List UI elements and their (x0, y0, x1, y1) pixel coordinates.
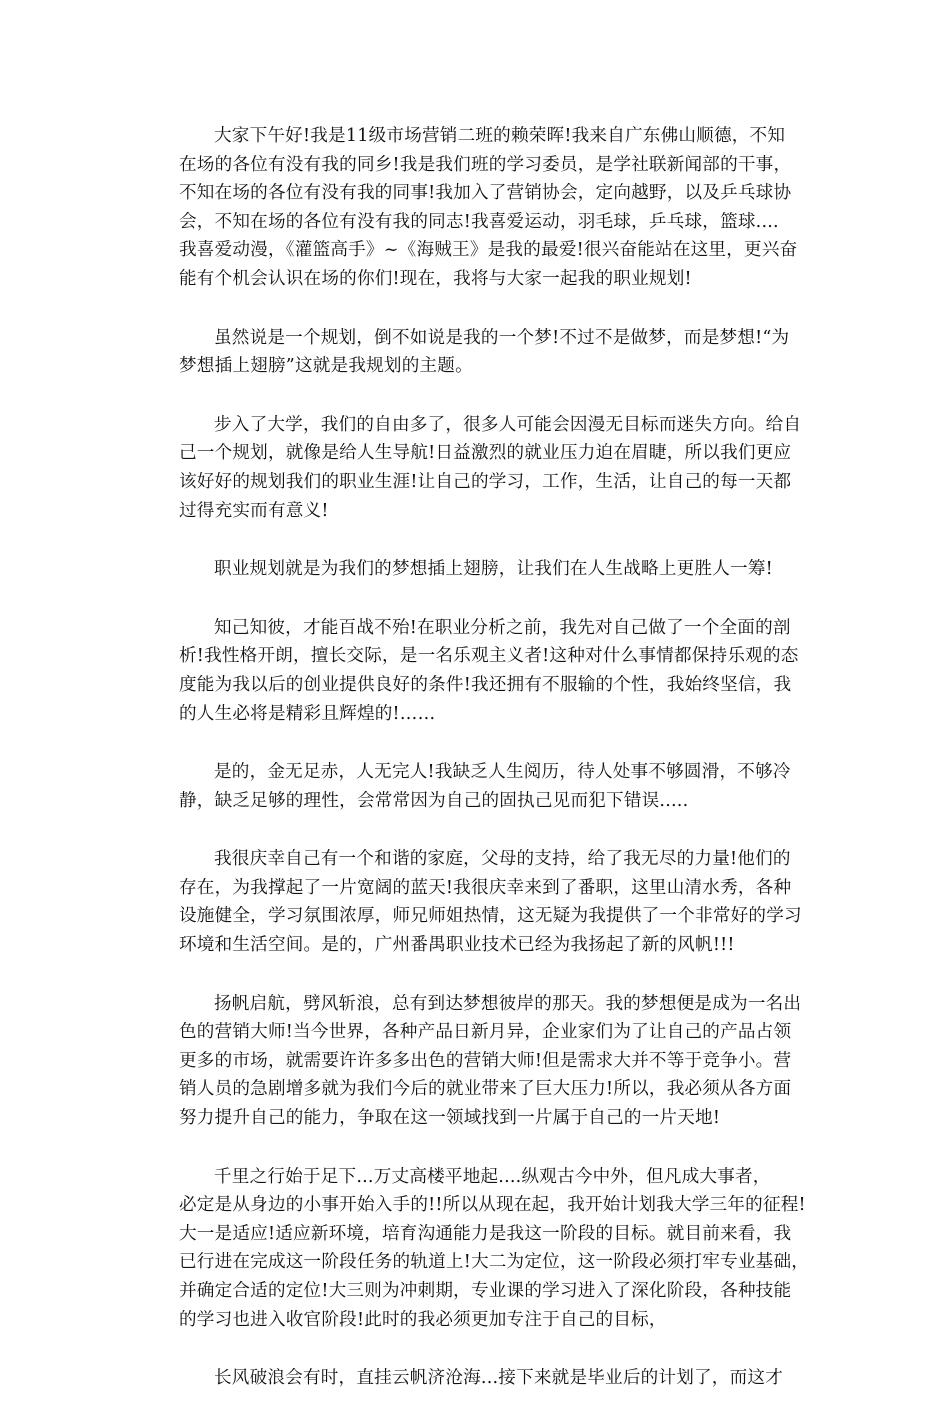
paragraph-line: 职业规划就是为我们的梦想插上翅膀，让我们在人生战略上更胜人一筹! (214, 559, 773, 580)
paragraph-line: 该好好的规划我们的职业生涯!让自己的学习，工作，生活，让自己的每一天都 (179, 471, 792, 492)
paragraph-line: 大家下午好!我是11级市场营销二班的赖荣晖!我来自广东佛山顺德，不知 (214, 126, 786, 146)
paragraph-line: 在场的各位有没有我的同乡!我是我们班的学习委员，是学社联新闻部的干事， (179, 154, 792, 175)
paragraph-line: 的学习也进入收官阶段!此时的我必须更加专注于自己的目标， (179, 1309, 667, 1330)
paragraph-line: 已行进在完成这一阶段任务的轨道上!大二为定位，这一阶段必须打牢专业基础， (179, 1252, 810, 1273)
paragraph-line: 千里之行始于足下...万丈高楼平地起....纵观古今中外，但凡成大事者， (214, 1166, 771, 1187)
paragraph-line: 并确定合适的定位!大三则为冲刺期，专业课的学习进入了深化阶段，各种技能 (179, 1281, 792, 1301)
paragraph-line: 我喜爱动漫，《灌篮高手》~《海贼王》是我的最爱!很兴奋能站在这里，更兴奋 (179, 240, 798, 261)
paragraph-6 (179, 758, 791, 815)
document-body (179, 122, 810, 1423)
paragraph-line: 知己知彼，才能百战不殆!在职业分析之前，我先对自己做了一个全面的剖 (214, 617, 791, 638)
paragraph-line: 己一个规划，就像是给人生导航!日益激烈的就业压力迫在眉睫，所以我们更应 (179, 443, 792, 464)
paragraph-7 (179, 845, 802, 959)
paragraph-line: 步入了大学，我们的自由多了，很多人可能会因漫无目标而迷失方向。给自 (214, 414, 802, 435)
paragraph-3 (179, 411, 802, 525)
paragraph-4 (179, 555, 783, 584)
paragraph-line: 必定是从身边的小事开始入手的!!所以从现在起，我开始计划我大学三年的征程! (179, 1195, 806, 1216)
paragraph-2 (179, 324, 790, 381)
paragraph-line: 我很庆幸自己有一个和谐的家庭，父母的支持，给了我无尽的力量!他们的 (214, 849, 791, 870)
paragraph-line: 的人生必将是精彩且辉煌的!…… (179, 703, 436, 724)
paragraph-line: 析!我性格开朗，擅长交际，是一名乐观主义者!这种对什么事情都保持乐观的态 (179, 646, 799, 667)
paragraph-line: 虽然说是一个规划，倒不如说是我的一个梦!不过不是做梦，而是梦想!“为 (214, 327, 790, 348)
paragraph-10 (179, 1364, 783, 1393)
paragraph-line: 努力提升自己的能力，争取在这一领域找到一片属于自己的一片天地! (179, 1108, 721, 1129)
paragraph-line: 扬帆启航，劈风斩浪，总有到达梦想彼岸的那天。我的梦想便是成为一名出 (214, 993, 802, 1014)
paragraph-1 (179, 122, 798, 294)
paragraph-line: 度能为我以后的创业提供良好的条件!我还拥有不服输的个性，我始终坚信，我 (179, 674, 792, 695)
paragraph-line: 梦想插上翅膀”这就是我规划的主题。 (179, 356, 473, 377)
paragraph-line: 色的营销大师!当今世界，各种产品日新月异，企业家们为了让自己的产品占领 (179, 1022, 792, 1043)
paragraph-line: 环境和生活空间。是的，广州番禺职业技术已经为我扬起了新的风帆!!! (179, 935, 735, 956)
paragraph-8 (179, 990, 802, 1133)
paragraph-line: 能有个机会认识在场的你们!现在，我将与大家一起我的职业规划! (179, 268, 692, 289)
paragraph-5 (179, 614, 799, 728)
paragraph-line: 更多的市场，就需要许许多多出色的营销大师!但是需求大并不等于竞争小。营 (179, 1050, 792, 1071)
paragraph-line: 大一是适应!适应新环境，培育沟通能力是我这一阶段的目标。就目前来看，我 (179, 1223, 792, 1244)
paragraph-line: 长风破浪会有时，直挂云帆济沧海...接下来就是毕业后的计划了，而这才 (214, 1368, 783, 1389)
paragraph-line: 过得充实而有意义! (179, 500, 329, 521)
paragraph-9 (179, 1163, 810, 1335)
paragraph-line: 会，不知在场的各位有没有我的同志!我喜爱运动，羽毛球，乒乓球，篮球.... (179, 211, 779, 232)
paragraph-line: 销人员的急剧增多就为我们今后的就业带来了巨大压力!所以，我必须从各方面 (179, 1079, 792, 1100)
paragraph-line: 不知在场的各位有没有我的同事!我加入了营销协会，定向越野，以及乒乓球协 (179, 183, 792, 204)
paragraph-line: 静，缺乏足够的理性，会常常因为自己的固执己见而犯下错误..... (179, 790, 689, 811)
paragraph-line: 设施健全，学习氛围浓厚，师兄师姐热情，这无疑为我提供了一个非常好的学习 (179, 906, 802, 927)
paragraph-line: 是的，金无足赤，人无完人!我缺乏人生阅历，待人处事不够圆滑，不够冷 (214, 762, 791, 783)
paragraph-line: 存在，为我撑起了一片宽阔的蓝天!我很庆幸来到了番职，这里山清水秀，各种 (179, 877, 792, 898)
